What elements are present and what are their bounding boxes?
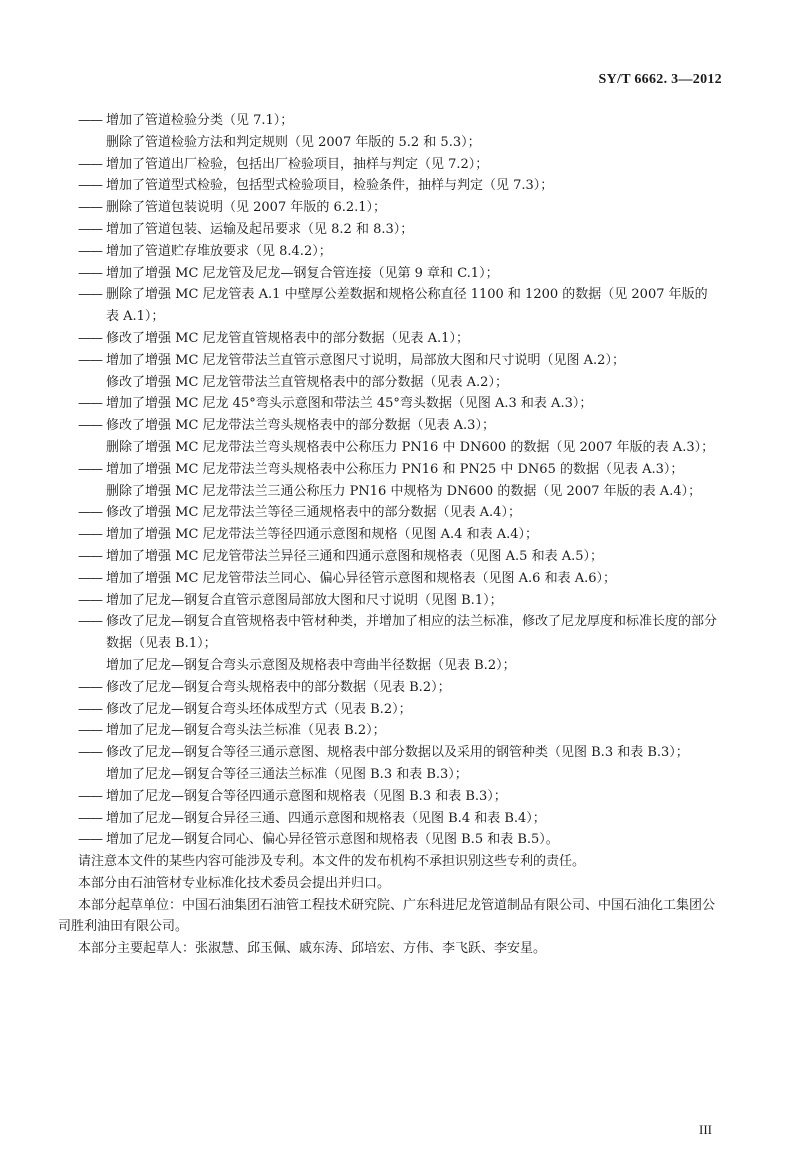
change-list-item: —— 增加了管道贮存堆放要求（见 8.4.2）； xyxy=(58,241,720,263)
change-list-item: —— 增加了增强 MC 尼龙管及尼龙—钢复合管连接（见第 9 章和 C.1）； xyxy=(58,263,720,285)
change-list-item: —— 增加了增强 MC 尼龙带法兰弯头规格表中公称压力 PN16 和 PN25 中 DN65 的数据（见表 A.3）； xyxy=(58,459,720,481)
change-list-item: —— 增加了尼龙—钢复合弯头法兰标准（见表 B.2）； xyxy=(58,720,720,742)
change-list-item: —— 增加了增强 MC 尼龙带法兰等径四通示意图和规格（见图 A.4 和表 A.4）； xyxy=(58,524,720,546)
patent-notice: 请注意本文件的某些内容可能涉及专利。本文件的发布机构不承担识别这些专利的责任。 xyxy=(78,854,586,870)
change-list-item: —— 修改了尼龙—钢复合直管规格表中管材种类，并增加了相应的法兰标准，修改了尼龙厚度和标准长度的部分数据（见表 B.1）； xyxy=(58,611,720,655)
change-list-item: —— 增加了尼龙—钢复合异径三通、四通示意图和规格表（见图 B.4 和表 B.4）； xyxy=(58,808,720,830)
change-list-item: 增加了尼龙—钢复合弯头示意图及规格表中弯曲半径数据（见表 B.2）； xyxy=(106,657,516,673)
change-list-item: —— 增加了尼龙—钢复合直管示意图局部放大图和尺寸说明（见图 B.1）； xyxy=(58,590,720,612)
change-list-item: —— 增加了管道型式检验，包括型式检验项目，检验条件，抽样与判定（见 7.3）； xyxy=(58,175,720,197)
change-list-item: —— 删除了增强 MC 尼龙管表 A.1 中壁厚公差数据和规格公称直径 1100 和 1200 的数据（见 2007 年版的表 A.1）； xyxy=(58,284,720,328)
change-list-item: —— 增加了尼龙—钢复合同心、偏心异径管示意图和规格表（见图 B.5 和表 B.5）。 xyxy=(58,829,720,851)
change-list-item: —— 增加了增强 MC 尼龙 45°弯头示意图和带法兰 45°弯头数据（见图 A.3 和表 A.3）； xyxy=(58,393,720,415)
change-list-item: —— 增加了管道出厂检验，包括出厂检验项目，抽样与判定（见 7.2）； xyxy=(58,154,720,176)
change-list-item: —— 修改了增强 MC 尼龙带法兰等径三通规格表中的部分数据（见表 A.4）； xyxy=(58,502,720,524)
drafters: 本部分主要起草人：张淑慧、邱玉佩、戚东涛、邱培宏、方伟、李飞跃、李安星。 xyxy=(78,941,547,957)
change-list-item: 增加了尼龙—钢复合等径三通法兰标准（见图 B.3 和表 B.3）； xyxy=(106,766,468,782)
standard-code: SY/T 6662. 3—2012 xyxy=(598,72,722,87)
change-list-item: —— 增加了增强 MC 尼龙管带法兰异径三通和四通示意图和规格表（见图 A.5 和表 A.5）； xyxy=(58,546,720,568)
change-list-item: —— 修改了尼龙—钢复合弯头坯体成型方式（见表 B.2）； xyxy=(58,699,720,721)
change-list-item: 删除了增强 MC 尼龙带法兰三通公称压力 PN16 中规格为 DN600 的数据（见 2007 年版的表 A.4）； xyxy=(106,483,702,499)
change-list-item: 删除了管道检验方法和判定规则（见 2007 年版的 5.2 和 5.3）； xyxy=(106,134,481,150)
proposed-by: 本部分由石油管材专业标准化技术委员会提出并归口。 xyxy=(78,875,391,891)
drafting-units: 本部分起草单位：中国石油集团石油管工程技术研究院、广东科进尼龙管道制品有限公司、中国石油化工集团公司胜利油田有限公司。 xyxy=(58,897,716,935)
change-list-item: —— 增加了增强 MC 尼龙管带法兰直管示意图尺寸说明，局部放大图和尺寸说明（见图 A.2）； xyxy=(58,350,720,372)
change-list-item: —— 修改了尼龙—钢复合等径三通示意图、规格表中部分数据以及采用的钢管种类（见图 B.3 和表 B.3）； xyxy=(58,742,720,764)
change-list-item: —— 修改了增强 MC 尼龙管直管规格表中的部分数据（见表 A.1）； xyxy=(58,328,720,350)
change-list-item: —— 增加了管道检验分类（见 7.1）； xyxy=(58,110,720,132)
change-list-item: —— 增加了管道包装、运输及起吊要求（见 8.2 和 8.3）； xyxy=(58,219,720,241)
change-list-item: 修改了增强 MC 尼龙管带法兰直管规格表中的部分数据（见表 A.2）； xyxy=(106,374,508,390)
page-number: III xyxy=(699,1122,712,1137)
change-list-item: —— 增加了增强 MC 尼龙管带法兰同心、偏心异径管示意图和规格表（见图 A.6 和表 A.6）； xyxy=(58,568,720,590)
change-list xyxy=(58,110,720,851)
change-list-item: —— 修改了尼龙—钢复合弯头规格表中的部分数据（见表 B.2）； xyxy=(58,677,720,699)
change-list-item: —— 删除了管道包装说明（见 2007 年版的 6.2.1）； xyxy=(58,197,720,219)
change-list-item: —— 增加了尼龙—钢复合等径四通示意图和规格表（见图 B.3 和表 B.3）； xyxy=(58,786,720,808)
change-list-item: —— 修改了增强 MC 尼龙带法兰弯头规格表中的部分数据（见表 A.3）； xyxy=(58,415,720,437)
change-list-item: 删除了增强 MC 尼龙带法兰弯头规格表中公称压力 PN16 中 DN600 的数据（见 2007 年版的表 A.3）； xyxy=(106,439,715,455)
foreword-content xyxy=(58,110,720,960)
